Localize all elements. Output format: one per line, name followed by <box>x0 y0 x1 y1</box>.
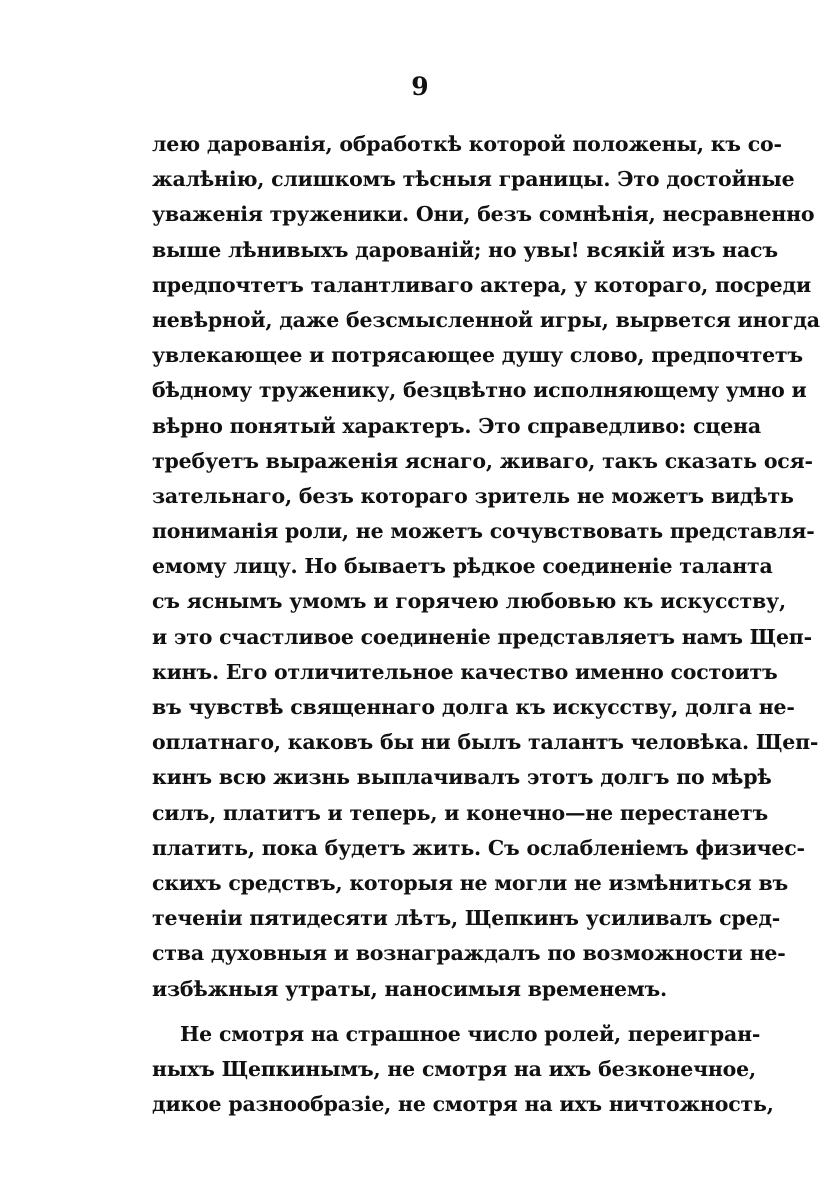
page-number: 9 <box>411 72 429 101</box>
text-line: уваженія труженики. Они, безъ сомнѣнія, несравненно <box>152 202 815 227</box>
text-line: требуетъ выраженія яснаго, живаго, такъ сказать ося- <box>152 448 813 473</box>
text-line: предпочтетъ талантливаго актера, у котораго, посреди <box>152 272 811 297</box>
text-line: лею дарованія, обработкѣ которой положены, къ со- <box>152 132 782 156</box>
text-line: Не смотря на страшное число ролей, переигран- <box>180 1021 761 1046</box>
text-line: увлекающее и потрясающее душу слово, предпочтетъ <box>152 343 803 368</box>
text-line: силъ, платитъ и теперь, и конечно—не перестанетъ <box>152 800 769 825</box>
text-line: и это счастливое соединеніе представляетъ намъ Щеп- <box>152 624 812 649</box>
text-line: избѣжныя утраты, наносимыя временемъ. <box>152 976 667 1001</box>
text-line: скихъ средствъ, которыя не могли не измѣниться въ <box>152 870 789 895</box>
text-line: вѣрно понятый характеръ. Это справедливо: сцена <box>152 413 761 438</box>
text-line: зательнаго, безъ котораго зритель не можетъ видѣть <box>152 483 794 508</box>
text-line: оплатнаго, каковъ бы ни былъ талантъ человѣка. Щеп- <box>152 730 819 755</box>
text-line: жалѣнію, слишкомъ тѣсныя границы. Это достойные <box>152 167 795 192</box>
text-line: теченіи пятидесяти лѣтъ, Щепкинъ усиливалъ сред- <box>152 906 781 931</box>
paragraph-1 <box>152 127 820 1007</box>
text-line: бѣдному труженику, безцвѣтно исполняющему умно и <box>152 378 807 403</box>
text-line: дикое разнообразіе, не смотря на ихъ ничтожность, <box>152 1092 774 1117</box>
text-line: ныхъ Щепкинымъ, не смотря на ихъ безконечное, <box>152 1056 756 1081</box>
body-text <box>152 127 820 1122</box>
text-line: невѣрной, даже безсмысленной игры, вырвется иногда <box>152 307 820 332</box>
text-line: выше лѣнивыхъ дарованій; но увы! всякій изъ насъ <box>152 237 778 262</box>
text-line: ства духовныя и вознаграждалъ по возможности не- <box>152 941 786 966</box>
text-line: кинъ всю жизнь выплачивалъ этотъ долгъ по мѣрѣ <box>152 765 772 790</box>
paragraph-gap <box>152 1007 732 1017</box>
text-line: емому лицу. Но бываетъ рѣдкое соединеніе таланта <box>152 554 773 579</box>
text-line: пониманія роли, не можетъ сочувствовать представля- <box>152 519 815 544</box>
paragraph-2 <box>152 1017 774 1123</box>
text-line: въ чувствѣ священнаго долга къ искусству, долга не- <box>152 695 795 719</box>
text-line: платить, пока будетъ жить. Съ ослабленіемъ физичес- <box>152 835 805 860</box>
text-line: съ яснымъ умомъ и горячею любовью къ искусству, <box>152 589 786 614</box>
text-line: кинъ. Его отличительное качество именно состоитъ <box>152 659 778 684</box>
